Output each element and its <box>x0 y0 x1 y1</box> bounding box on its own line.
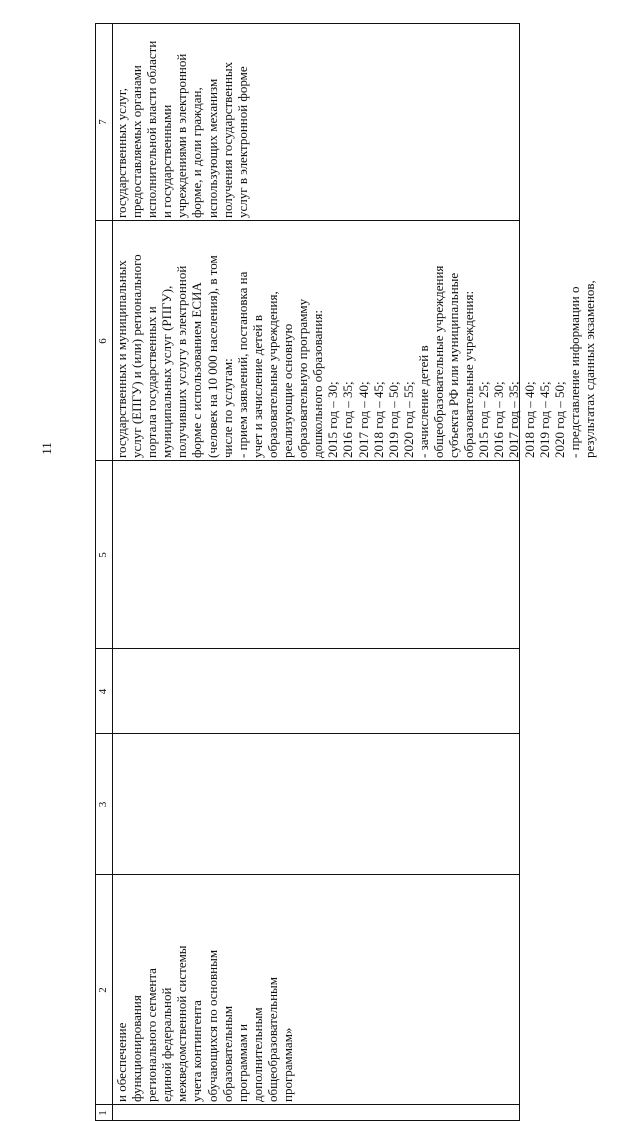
cell-line: портала государственных и <box>144 306 160 458</box>
cell-col-7 <box>112 23 520 221</box>
cell-line: 2020 год – 50; <box>551 381 567 458</box>
cell-line: получения государственных <box>219 61 235 218</box>
cell-line: межведомственной системы <box>174 945 190 1102</box>
cell-line: программам» <box>280 1027 296 1102</box>
cell-line: исполнительной власти области <box>144 40 160 218</box>
header-col-3: 3 <box>97 801 109 808</box>
cell-line: муниципальных услуг (РПГУ), <box>159 285 175 458</box>
cell-line: предоставляемых органами <box>129 65 145 218</box>
cell-line: функционирования <box>129 995 145 1102</box>
cell-line: числе по услугам: <box>219 358 235 458</box>
column-1 <box>95 1105 520 1121</box>
column-7 <box>95 23 520 221</box>
cell-line: программам и <box>234 1023 250 1102</box>
cell-line: (человек на 10 000 населения), в том <box>204 255 220 458</box>
cell-line: услуг (ЕПГУ) и (или) регионального <box>129 254 145 458</box>
page-number: 11 <box>38 442 54 455</box>
cell-line: - прием заявлений, постановка на <box>234 271 250 458</box>
cell-line: общеобразовательным <box>264 976 280 1102</box>
column-divider <box>95 648 520 649</box>
cell-col-6 <box>112 221 597 461</box>
cell-line: государственных услуг, <box>114 87 129 218</box>
table-border-right <box>95 23 520 24</box>
cell-line: и обеспечение <box>114 1022 129 1102</box>
data-table <box>95 23 597 1121</box>
header-divider <box>112 23 113 1121</box>
column-5 <box>95 461 520 649</box>
cell-line: обучающихся по основным <box>204 949 220 1102</box>
cell-line: 2016 год – 30; <box>491 381 507 458</box>
column-divider <box>95 220 520 221</box>
cell-line: учета контингента <box>189 1000 205 1102</box>
column-divider <box>95 1104 520 1105</box>
cell-line: образовательные учреждения: <box>461 290 477 458</box>
header-col-4: 4 <box>97 688 109 695</box>
cell-line: образовательные учреждения, <box>264 291 280 458</box>
cell-line: общеобразовательные учреждения <box>430 265 446 458</box>
cell-line: использующих механизм <box>204 78 220 218</box>
column-3 <box>95 734 520 875</box>
rotated-table <box>95 23 597 1121</box>
cell-line: 2017 год – 35; <box>506 381 522 458</box>
cell-line: результатах сданных экзаменов, <box>581 280 597 458</box>
header-col-5: 5 <box>97 552 109 558</box>
cell-line: государственных и муниципальных <box>114 260 129 458</box>
column-2 <box>95 875 520 1105</box>
cell-line: 2017 год – 40; <box>355 381 371 458</box>
header-col-6: 6 <box>97 338 109 344</box>
cell-line: единой федеральной <box>159 987 175 1102</box>
cell-line: форме с использованием ЕСИА <box>189 282 205 458</box>
cell-line: субъекта РФ или муниципальные <box>446 272 462 458</box>
cell-line: реализующие основную <box>280 323 296 458</box>
cell-line: образовательную программу <box>295 298 311 458</box>
cell-line: 2019 год – 50; <box>385 381 401 458</box>
cell-line: получивших услугу в электронной <box>174 265 190 458</box>
cell-line: 2019 год – 45; <box>536 381 552 458</box>
cell-line: учет и зачисление детей в <box>249 315 265 458</box>
cell-line: регионального сегмента <box>144 968 160 1102</box>
cell-col-2 <box>112 875 520 1105</box>
column-divider <box>95 874 520 875</box>
column-6 <box>95 221 597 461</box>
cell-line: 2018 год – 40; <box>521 381 537 458</box>
header-col-7: 7 <box>97 119 109 125</box>
column-divider <box>95 460 520 461</box>
cell-line: - зачисление детей в <box>415 345 431 458</box>
cell-line: услуг в электронной форме <box>234 66 250 218</box>
cell-line: дошкольного образования: <box>310 310 326 458</box>
table-border-bottom <box>519 23 520 1121</box>
cell-line: - представление информации о <box>566 286 582 458</box>
header-col-2: 2 <box>97 987 109 993</box>
column-4 <box>95 649 520 734</box>
cell-line: форме, и доли граждан, <box>189 87 205 218</box>
column-divider <box>95 733 520 734</box>
cell-line: 2020 год – 55; <box>400 381 416 458</box>
cell-line: учреждениями в электронной <box>174 53 190 218</box>
cell-line: 2015 год – 25; <box>476 381 492 458</box>
cell-line: дополнительным <box>249 1007 265 1102</box>
table-border-top <box>95 23 96 1121</box>
cell-line: образовательным <box>219 1005 235 1102</box>
cell-line: 2015 год – 30; <box>325 381 341 458</box>
cell-line: 2018 год – 45; <box>370 381 386 458</box>
header-col-1: 1 <box>97 1110 109 1116</box>
cell-line: и государственными <box>159 104 175 218</box>
cell-line: 2016 год – 35; <box>340 381 356 458</box>
